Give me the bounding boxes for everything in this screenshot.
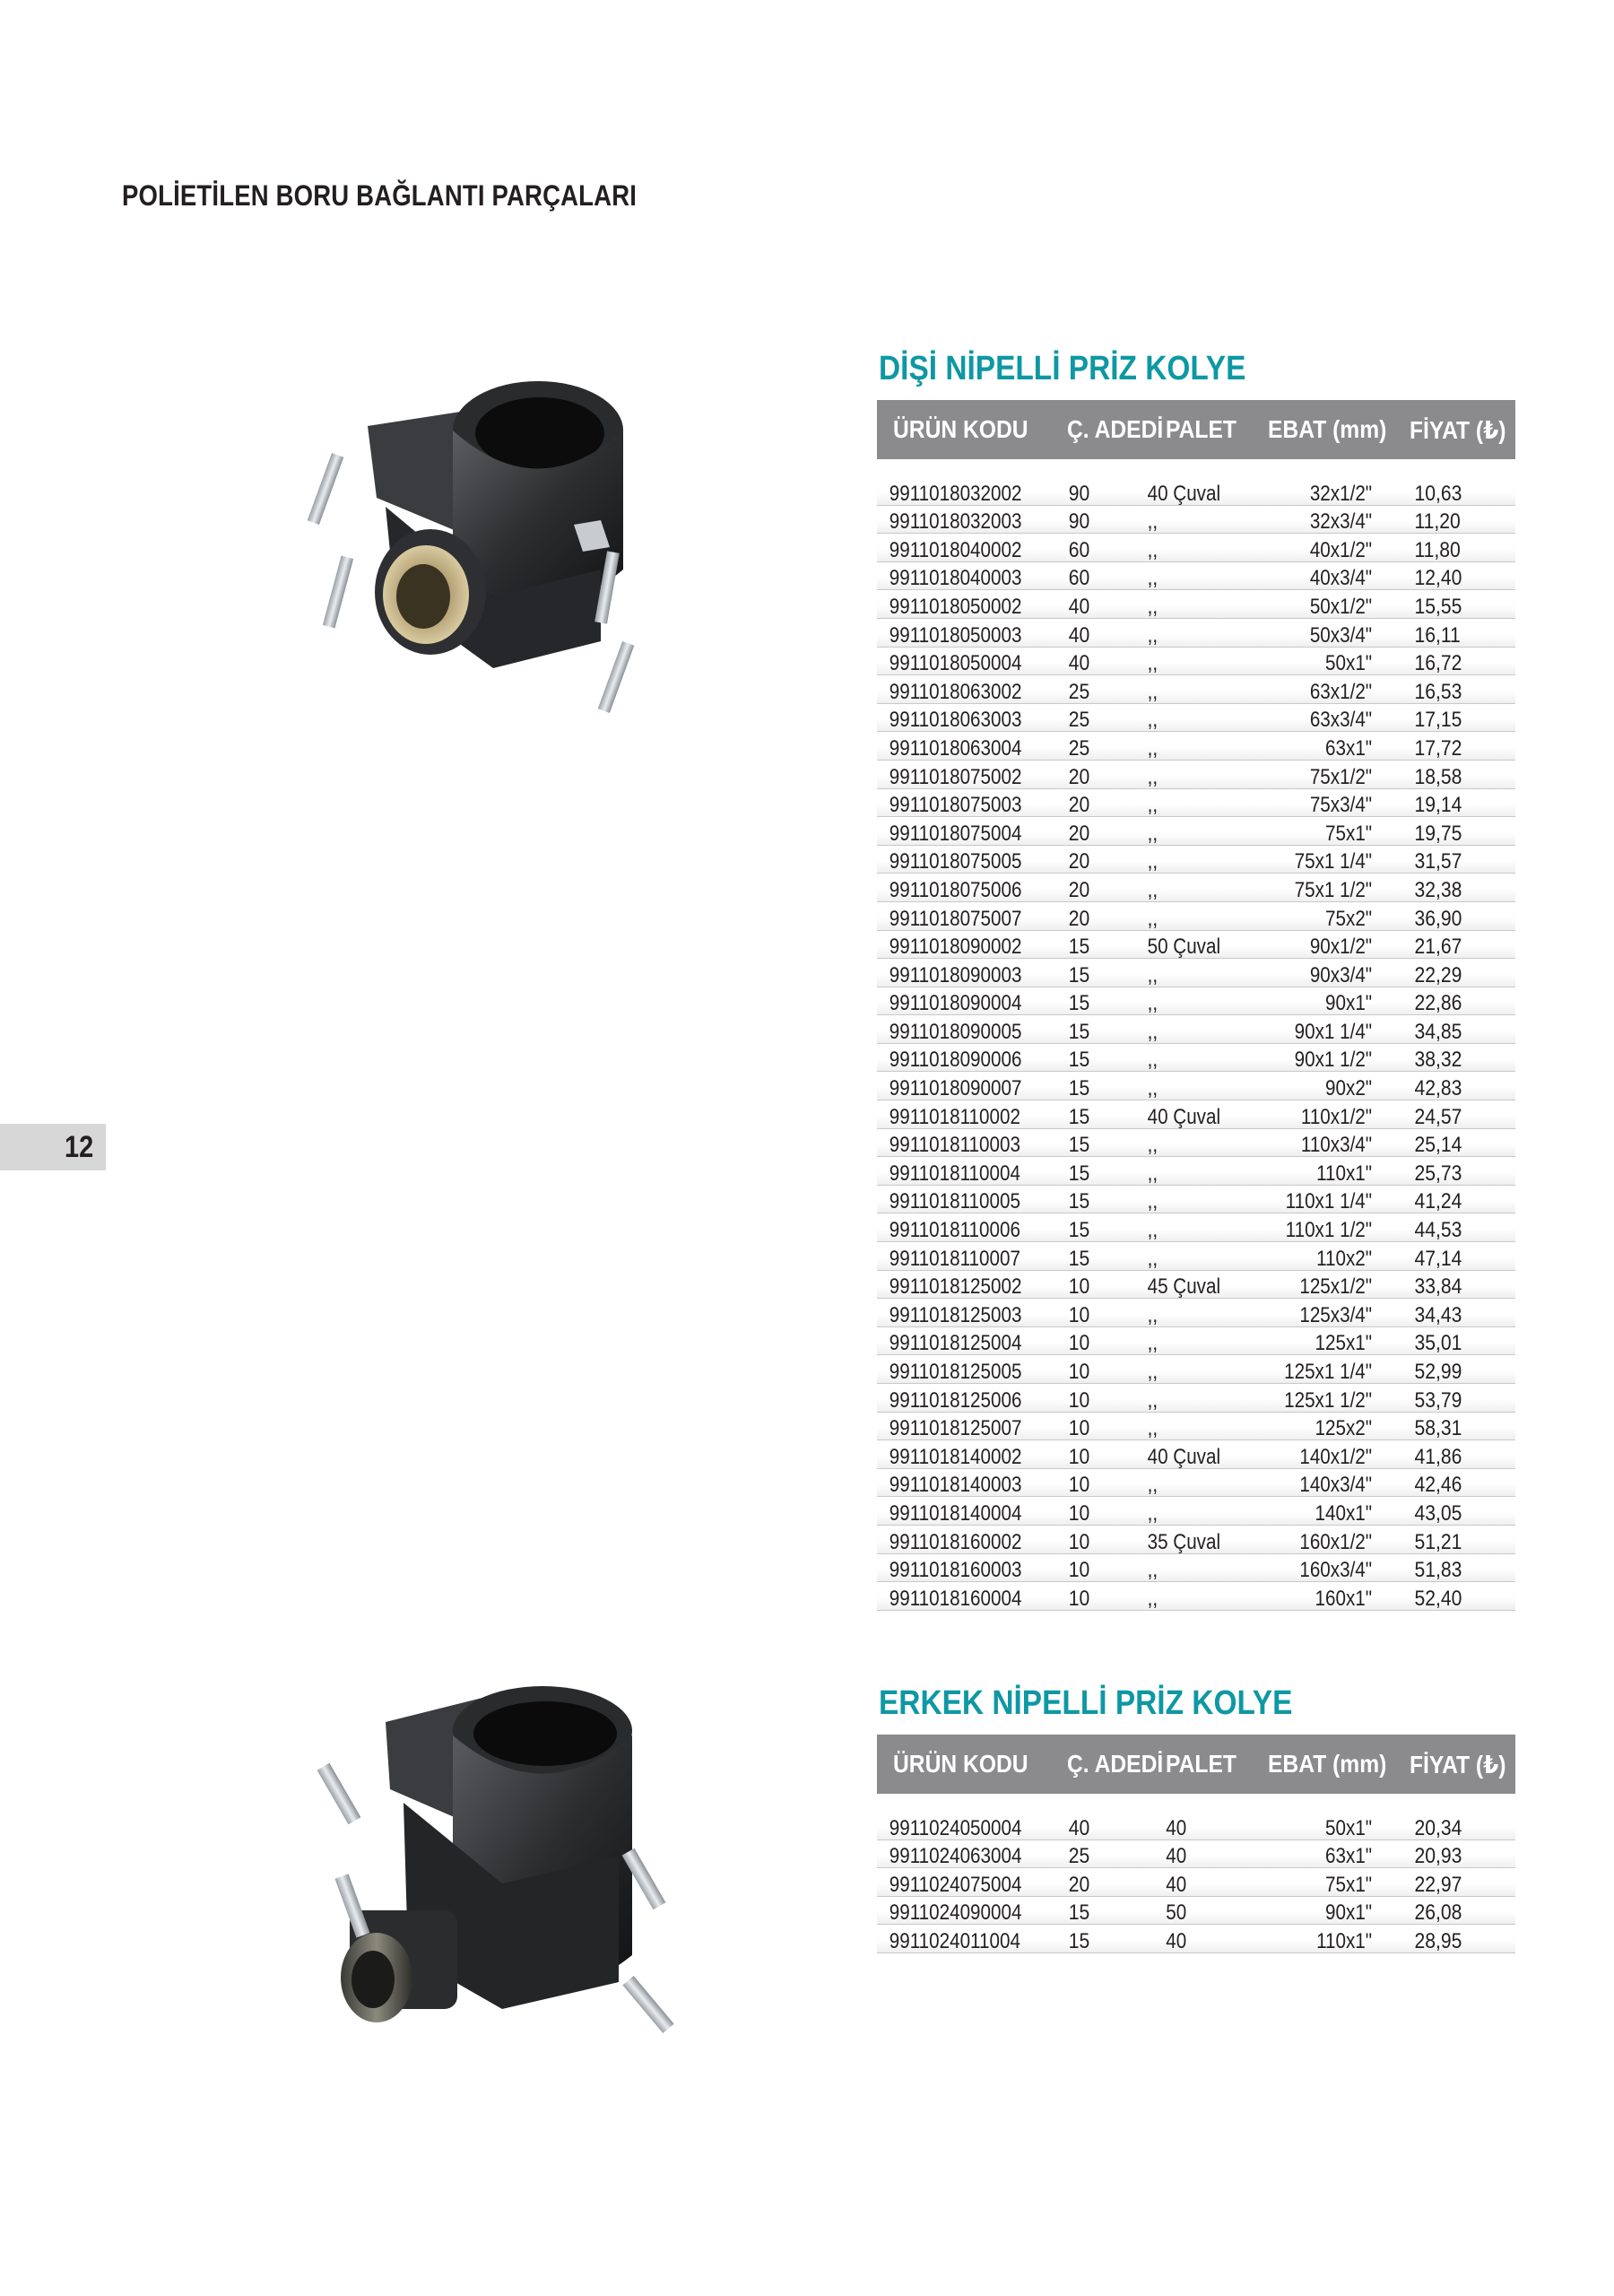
table-row	[877, 761, 1515, 789]
pallet-cell: ,,	[1147, 1076, 1158, 1101]
pallet-cell: ,,	[1147, 1387, 1158, 1413]
package-qty-cell: 10	[1068, 1302, 1090, 1327]
price-cell: 51,83	[1414, 1558, 1462, 1583]
size-cell: 75x3/4"	[1309, 793, 1373, 818]
package-qty-cell: 10	[1068, 1529, 1090, 1554]
table-row	[877, 1129, 1515, 1158]
price-cell: 17,72	[1414, 735, 1462, 761]
package-qty-cell: 25	[1068, 679, 1090, 704]
price-cell: 58,31	[1414, 1416, 1462, 1441]
table-row	[877, 1157, 1515, 1186]
size-cell: 110x2"	[1316, 1246, 1373, 1271]
table-row	[877, 1497, 1515, 1526]
pallet-cell: ,,	[1147, 821, 1158, 846]
package-qty-cell: 10	[1068, 1473, 1090, 1498]
price-cell: 24,57	[1414, 1104, 1462, 1129]
pallet-cell: ,,	[1147, 651, 1158, 676]
size-cell: 50x1"	[1325, 1815, 1373, 1840]
product-code-cell: 9911018110003	[889, 1133, 1020, 1158]
pallet-cell: 40	[1166, 1928, 1187, 1953]
table-row	[877, 931, 1515, 960]
product-code-cell: 9911018125007	[889, 1416, 1022, 1441]
product-code-cell: 9911018110004	[889, 1161, 1020, 1186]
package-qty-cell: 20	[1068, 793, 1090, 818]
product-code-cell: 9911018140002	[889, 1444, 1022, 1469]
table-row	[877, 534, 1515, 562]
table-row	[877, 732, 1515, 761]
size-cell: 32x1/2"	[1309, 481, 1373, 506]
price-cell: 20,93	[1414, 1844, 1462, 1869]
table-row	[877, 1554, 1515, 1583]
pallet-cell: ,,	[1147, 509, 1158, 535]
table-row	[877, 675, 1515, 704]
product-code-cell: 9911018125006	[889, 1387, 1022, 1413]
pallet-cell: ,,	[1147, 1473, 1158, 1498]
price-cell: 20,34	[1414, 1815, 1462, 1840]
table-row	[877, 1015, 1515, 1044]
table-row	[877, 704, 1515, 733]
product-code-cell: 9911018125003	[889, 1302, 1022, 1327]
table-header	[877, 400, 1515, 459]
product-code-cell: 9911018090006	[889, 1048, 1022, 1073]
column-header-pallet: PALET	[1166, 1750, 1237, 1778]
size-cell: 50x1/2"	[1309, 594, 1373, 619]
pallet-cell: 40	[1166, 1844, 1187, 1869]
table-row	[877, 1868, 1515, 1897]
size-cell: 40x1/2"	[1309, 537, 1373, 562]
size-cell: 75x1 1/2"	[1294, 877, 1373, 902]
pallet-cell: ,,	[1147, 537, 1158, 562]
size-cell: 40x3/4"	[1309, 566, 1373, 591]
package-qty-cell: 15	[1068, 1928, 1090, 1953]
table-row	[877, 789, 1515, 818]
size-cell: 110x1"	[1316, 1928, 1373, 1953]
size-cell: 90x1/2"	[1309, 935, 1373, 960]
table-row	[877, 1355, 1515, 1384]
pallet-cell: ,,	[1147, 906, 1158, 931]
saddle-clamp-female-thread-photo	[305, 372, 690, 740]
product-code-cell: 9911024075004	[889, 1872, 1022, 1897]
product-code-cell: 9911018040003	[889, 566, 1022, 591]
female-nipple-section	[877, 348, 1515, 1611]
product-code-cell: 9911024063004	[889, 1844, 1022, 1869]
table-row	[877, 1413, 1515, 1441]
package-qty-cell: 10	[1068, 1274, 1090, 1300]
size-cell: 50x1"	[1325, 651, 1373, 676]
package-qty-cell: 15	[1068, 1246, 1090, 1271]
pallet-cell: ,,	[1147, 962, 1158, 987]
price-cell: 51,21	[1414, 1529, 1462, 1554]
pallet-cell: ,,	[1147, 1500, 1158, 1526]
table-row	[877, 1299, 1515, 1327]
price-cell: 26,08	[1414, 1900, 1462, 1926]
price-cell: 19,75	[1414, 821, 1462, 846]
size-cell: 75x2"	[1325, 906, 1373, 931]
price-cell: 10,63	[1414, 481, 1462, 506]
package-qty-cell: 10	[1068, 1331, 1090, 1356]
pallet-cell: 40 Çuval	[1147, 481, 1221, 506]
table-row	[877, 817, 1515, 846]
pallet-cell: ,,	[1147, 708, 1158, 733]
package-qty-cell: 90	[1068, 509, 1090, 535]
table-row	[877, 1213, 1515, 1242]
package-qty-cell: 20	[1068, 764, 1090, 789]
column-header-size: EBAT (mm)	[1268, 1750, 1387, 1778]
size-cell: 110x1 1/2"	[1285, 1218, 1373, 1243]
package-qty-cell: 40	[1068, 1815, 1090, 1840]
product-code-cell: 9911018110005	[889, 1189, 1020, 1214]
price-cell: 22,29	[1414, 962, 1462, 987]
package-qty-cell: 10	[1068, 1360, 1090, 1384]
size-cell: 75x1"	[1325, 821, 1373, 846]
product-code-cell: 9911018063004	[889, 735, 1022, 761]
price-cell: 17,15	[1414, 708, 1462, 733]
pallet-cell: ,,	[1147, 1019, 1158, 1044]
product-table	[877, 477, 1515, 1611]
product-code-cell: 9911018075003	[889, 793, 1022, 818]
table-row	[877, 506, 1515, 535]
product-code-cell: 9911018110006	[889, 1218, 1020, 1243]
package-qty-cell: 15	[1068, 962, 1090, 987]
price-cell: 41,86	[1414, 1444, 1462, 1469]
price-cell: 44,53	[1414, 1218, 1462, 1243]
size-cell: 110x3/4"	[1300, 1133, 1373, 1158]
product-code-cell: 9911024011004	[889, 1928, 1020, 1953]
package-qty-cell: 10	[1068, 1586, 1090, 1611]
column-header-size: EBAT (mm)	[1268, 415, 1387, 443]
product-code-cell: 9911018125004	[889, 1331, 1022, 1356]
product-code-cell: 9911018032003	[889, 509, 1022, 535]
pallet-cell: ,,	[1147, 1360, 1158, 1384]
product-code-cell: 9911018050003	[889, 622, 1022, 648]
table-row	[877, 1100, 1515, 1129]
price-cell: 21,67	[1414, 935, 1462, 960]
page-title: POLİETİLEN BORU BAĞLANTI PARÇALARI	[122, 179, 638, 212]
price-cell: 11,80	[1414, 537, 1461, 562]
pallet-cell: ,,	[1147, 1558, 1158, 1583]
price-cell: 22,86	[1414, 991, 1462, 1016]
package-qty-cell: 15	[1068, 1104, 1090, 1129]
pallet-cell: ,,	[1147, 1246, 1158, 1271]
product-code-cell: 9911018075005	[889, 849, 1022, 874]
table-row	[877, 1186, 1515, 1214]
pallet-cell: ,,	[1147, 566, 1158, 591]
package-qty-cell: 10	[1068, 1387, 1090, 1413]
size-cell: 63x1"	[1325, 1844, 1373, 1869]
price-cell: 25,73	[1414, 1161, 1462, 1186]
pallet-cell: 50	[1166, 1900, 1187, 1926]
pallet-cell: ,,	[1147, 622, 1158, 648]
table-row	[877, 987, 1515, 1016]
pallet-cell: ,,	[1147, 1048, 1158, 1073]
package-qty-cell: 40	[1068, 622, 1090, 648]
price-cell: 16,72	[1414, 651, 1462, 676]
price-cell: 16,11	[1414, 622, 1461, 648]
package-qty-cell: 15	[1068, 935, 1090, 960]
size-cell: 90x1 1/2"	[1294, 1048, 1373, 1073]
price-cell: 12,40	[1414, 566, 1462, 591]
column-header-pallet: PALET	[1166, 415, 1237, 443]
package-qty-cell: 15	[1068, 1076, 1090, 1101]
package-qty-cell: 20	[1068, 906, 1090, 931]
product-code-cell: 9911018090003	[889, 962, 1022, 987]
size-cell: 90x2"	[1325, 1076, 1373, 1101]
table-row	[877, 1327, 1515, 1356]
product-code-cell: 9911018160002	[889, 1529, 1022, 1554]
page-number: 12	[65, 1130, 94, 1164]
price-cell: 53,79	[1414, 1387, 1462, 1413]
size-cell: 32x3/4"	[1309, 509, 1373, 535]
table-row	[877, 1812, 1515, 1840]
pallet-cell: ,,	[1147, 793, 1158, 818]
table-row	[877, 1044, 1515, 1073]
price-cell: 38,32	[1414, 1048, 1462, 1073]
product-code-cell: 9911018160004	[889, 1586, 1022, 1611]
price-cell: 52,40	[1414, 1586, 1462, 1611]
table-row	[877, 1440, 1515, 1469]
pallet-cell: ,,	[1147, 849, 1158, 874]
price-cell: 34,43	[1414, 1302, 1462, 1327]
product-code-cell: 9911018090005	[889, 1019, 1022, 1044]
pallet-cell: ,,	[1147, 991, 1158, 1016]
product-code-cell: 9911018050004	[889, 651, 1022, 676]
price-cell: 31,57	[1414, 849, 1462, 874]
size-cell: 90x1"	[1325, 1900, 1373, 1926]
table-row	[877, 1469, 1515, 1498]
size-cell: 160x1"	[1315, 1586, 1373, 1611]
package-qty-cell: 15	[1068, 1900, 1090, 1926]
product-code-cell: 9911018140003	[889, 1473, 1022, 1498]
product-code-cell: 9911018110007	[889, 1246, 1020, 1271]
size-cell: 125x1/2"	[1299, 1274, 1373, 1300]
product-code-cell: 9911018090002	[889, 935, 1022, 960]
package-qty-cell: 10	[1068, 1444, 1090, 1469]
product-code-cell: 9911018032002	[889, 481, 1022, 506]
size-cell: 75x1/2"	[1309, 764, 1373, 789]
column-header-code: ÜRÜN KODU	[893, 415, 1028, 443]
table-header	[877, 1735, 1515, 1794]
pallet-cell: ,,	[1147, 1416, 1158, 1441]
size-cell: 90x3/4"	[1309, 962, 1373, 987]
package-qty-cell: 15	[1068, 1019, 1090, 1044]
product-code-cell: 9911018063002	[889, 679, 1022, 704]
package-qty-cell: 10	[1068, 1558, 1090, 1583]
pallet-cell: 40 Çuval	[1147, 1444, 1221, 1469]
size-cell: 63x1/2"	[1309, 679, 1373, 704]
price-cell: 43,05	[1414, 1500, 1462, 1526]
pallet-cell: 35 Çuval	[1147, 1529, 1221, 1554]
table-row	[877, 1840, 1515, 1869]
price-cell: 32,38	[1414, 877, 1462, 902]
column-header-code: ÜRÜN KODU	[893, 1750, 1028, 1778]
package-qty-cell: 15	[1068, 1161, 1090, 1186]
pallet-cell: ,,	[1147, 1331, 1158, 1356]
package-qty-cell: 20	[1068, 821, 1090, 846]
package-qty-cell: 25	[1068, 1844, 1090, 1869]
size-cell: 125x1 1/4"	[1284, 1360, 1373, 1384]
size-cell: 140x3/4"	[1299, 1473, 1373, 1498]
pallet-cell: ,,	[1147, 679, 1158, 704]
table-row	[877, 619, 1515, 648]
price-cell: 41,24	[1414, 1189, 1462, 1214]
product-table	[877, 1812, 1515, 1953]
size-cell: 50x3/4"	[1309, 622, 1373, 648]
size-cell: 90x1"	[1325, 991, 1373, 1016]
price-cell: 36,90	[1414, 906, 1462, 931]
table-row	[877, 846, 1515, 874]
price-cell: 15,55	[1414, 594, 1462, 619]
table-row	[877, 477, 1515, 506]
package-qty-cell: 25	[1068, 735, 1090, 761]
size-cell: 75x1 1/4"	[1294, 849, 1373, 874]
column-header-price: FİYAT (₺)	[1410, 415, 1506, 444]
package-qty-cell: 60	[1068, 537, 1090, 562]
price-cell: 22,97	[1414, 1872, 1462, 1897]
package-qty-cell: 15	[1068, 1218, 1090, 1243]
product-code-cell: 9911018075007	[889, 906, 1022, 931]
product-code-cell: 9911018063003	[889, 708, 1022, 733]
product-code-cell: 9911018125005	[889, 1360, 1022, 1384]
size-cell: 110x1/2"	[1300, 1104, 1373, 1129]
pallet-cell: ,,	[1147, 735, 1158, 761]
product-code-cell: 9911018110002	[889, 1104, 1020, 1129]
size-cell: 125x1 1/2"	[1284, 1387, 1373, 1413]
package-qty-cell: 15	[1068, 991, 1090, 1016]
product-code-cell: 9911018075006	[889, 877, 1022, 902]
package-qty-cell: 10	[1068, 1500, 1090, 1526]
saddle-clamp-male-thread-photo	[314, 1686, 699, 2072]
pallet-cell: ,,	[1147, 764, 1158, 789]
pallet-cell: ,,	[1147, 594, 1158, 619]
price-cell: 47,14	[1414, 1246, 1462, 1271]
size-cell: 140x1/2"	[1299, 1444, 1373, 1469]
product-code-cell: 9911024090004	[889, 1900, 1022, 1926]
size-cell: 110x1"	[1316, 1161, 1373, 1186]
price-cell: 25,14	[1414, 1133, 1462, 1158]
package-qty-cell: 20	[1068, 1872, 1090, 1897]
table-row	[877, 1242, 1515, 1271]
pallet-cell: 40	[1166, 1872, 1187, 1897]
pallet-cell: ,,	[1147, 1586, 1158, 1611]
price-cell: 42,83	[1414, 1076, 1462, 1101]
pallet-cell: 40	[1166, 1815, 1187, 1840]
package-qty-cell: 40	[1068, 594, 1090, 619]
price-cell: 35,01	[1414, 1331, 1462, 1356]
product-code-cell: 9911018090004	[889, 991, 1022, 1016]
price-cell: 52,99	[1414, 1360, 1462, 1384]
size-cell: 125x2"	[1315, 1416, 1373, 1441]
price-cell: 18,58	[1414, 764, 1462, 789]
pallet-cell: 50 Çuval	[1147, 935, 1221, 960]
section-title: ERKEK NİPELLİ PRİZ KOLYE	[879, 1684, 1293, 1722]
size-cell: 90x1 1/4"	[1294, 1019, 1373, 1044]
size-cell: 125x3/4"	[1299, 1302, 1373, 1327]
product-code-cell: 9911018090007	[889, 1076, 1022, 1101]
pallet-cell: ,,	[1147, 1161, 1158, 1186]
product-code-cell: 9911024050004	[889, 1815, 1022, 1840]
product-code-cell: 9911018160003	[889, 1558, 1022, 1583]
package-qty-cell: 40	[1068, 651, 1090, 676]
pallet-cell: 40 Çuval	[1147, 1104, 1221, 1129]
size-cell: 140x1"	[1315, 1500, 1373, 1526]
package-qty-cell: 15	[1068, 1189, 1090, 1214]
section-title: DİŞİ NİPELLİ PRİZ KOLYE	[879, 350, 1246, 387]
pallet-cell: 45 Çuval	[1147, 1274, 1221, 1300]
size-cell: 110x1 1/4"	[1285, 1189, 1373, 1214]
table-row	[877, 562, 1515, 591]
package-qty-cell: 25	[1068, 708, 1090, 733]
product-code-cell: 9911018075002	[889, 764, 1022, 789]
pallet-cell: ,,	[1147, 1189, 1158, 1214]
price-cell: 28,95	[1414, 1928, 1462, 1953]
product-code-cell: 9911018040002	[889, 537, 1022, 562]
price-cell: 16,53	[1414, 679, 1462, 704]
table-row	[877, 902, 1515, 931]
price-cell: 11,20	[1414, 509, 1461, 535]
size-cell: 63x1"	[1325, 735, 1373, 761]
column-header-price: FİYAT (₺)	[1410, 1750, 1506, 1779]
price-cell: 34,85	[1414, 1019, 1462, 1044]
table-row	[877, 1384, 1515, 1413]
package-qty-cell: 20	[1068, 877, 1090, 902]
product-code-cell: 9911018075004	[889, 821, 1022, 846]
table-row	[877, 1897, 1515, 1926]
size-cell: 75x1"	[1325, 1872, 1373, 1897]
package-qty-cell: 10	[1068, 1416, 1090, 1441]
pallet-cell: ,,	[1147, 1133, 1158, 1158]
package-qty-cell: 15	[1068, 1133, 1090, 1158]
product-code-cell: 9911018140004	[889, 1500, 1022, 1526]
pallet-cell: ,,	[1147, 1302, 1158, 1327]
table-row	[877, 874, 1515, 902]
pallet-cell: ,,	[1147, 877, 1158, 902]
table-row	[877, 590, 1515, 619]
package-qty-cell: 60	[1068, 566, 1090, 591]
table-row	[877, 1526, 1515, 1554]
pallet-cell: ,,	[1147, 1218, 1158, 1243]
product-code-cell: 9911018125002	[889, 1274, 1022, 1300]
size-cell: 160x3/4"	[1299, 1558, 1373, 1583]
package-qty-cell: 20	[1068, 849, 1090, 874]
table-row	[877, 1582, 1515, 1611]
package-qty-cell: 15	[1068, 1048, 1090, 1073]
table-row	[877, 1925, 1515, 1953]
price-cell: 33,84	[1414, 1274, 1462, 1300]
size-cell: 125x1"	[1315, 1331, 1373, 1356]
price-cell: 19,14	[1414, 793, 1462, 818]
table-row	[877, 1271, 1515, 1300]
size-cell: 160x1/2"	[1299, 1529, 1373, 1554]
table-row	[877, 959, 1515, 987]
column-header-qty: Ç. ADEDİ	[1067, 415, 1164, 443]
column-header-qty: Ç. ADEDİ	[1067, 1750, 1164, 1778]
product-code-cell: 9911018050002	[889, 594, 1022, 619]
package-qty-cell: 90	[1068, 481, 1090, 506]
price-cell: 42,46	[1414, 1473, 1462, 1498]
table-row	[877, 1072, 1515, 1100]
table-row	[877, 648, 1515, 676]
male-nipple-section	[877, 1683, 1515, 1953]
size-cell: 63x3/4"	[1309, 708, 1373, 733]
